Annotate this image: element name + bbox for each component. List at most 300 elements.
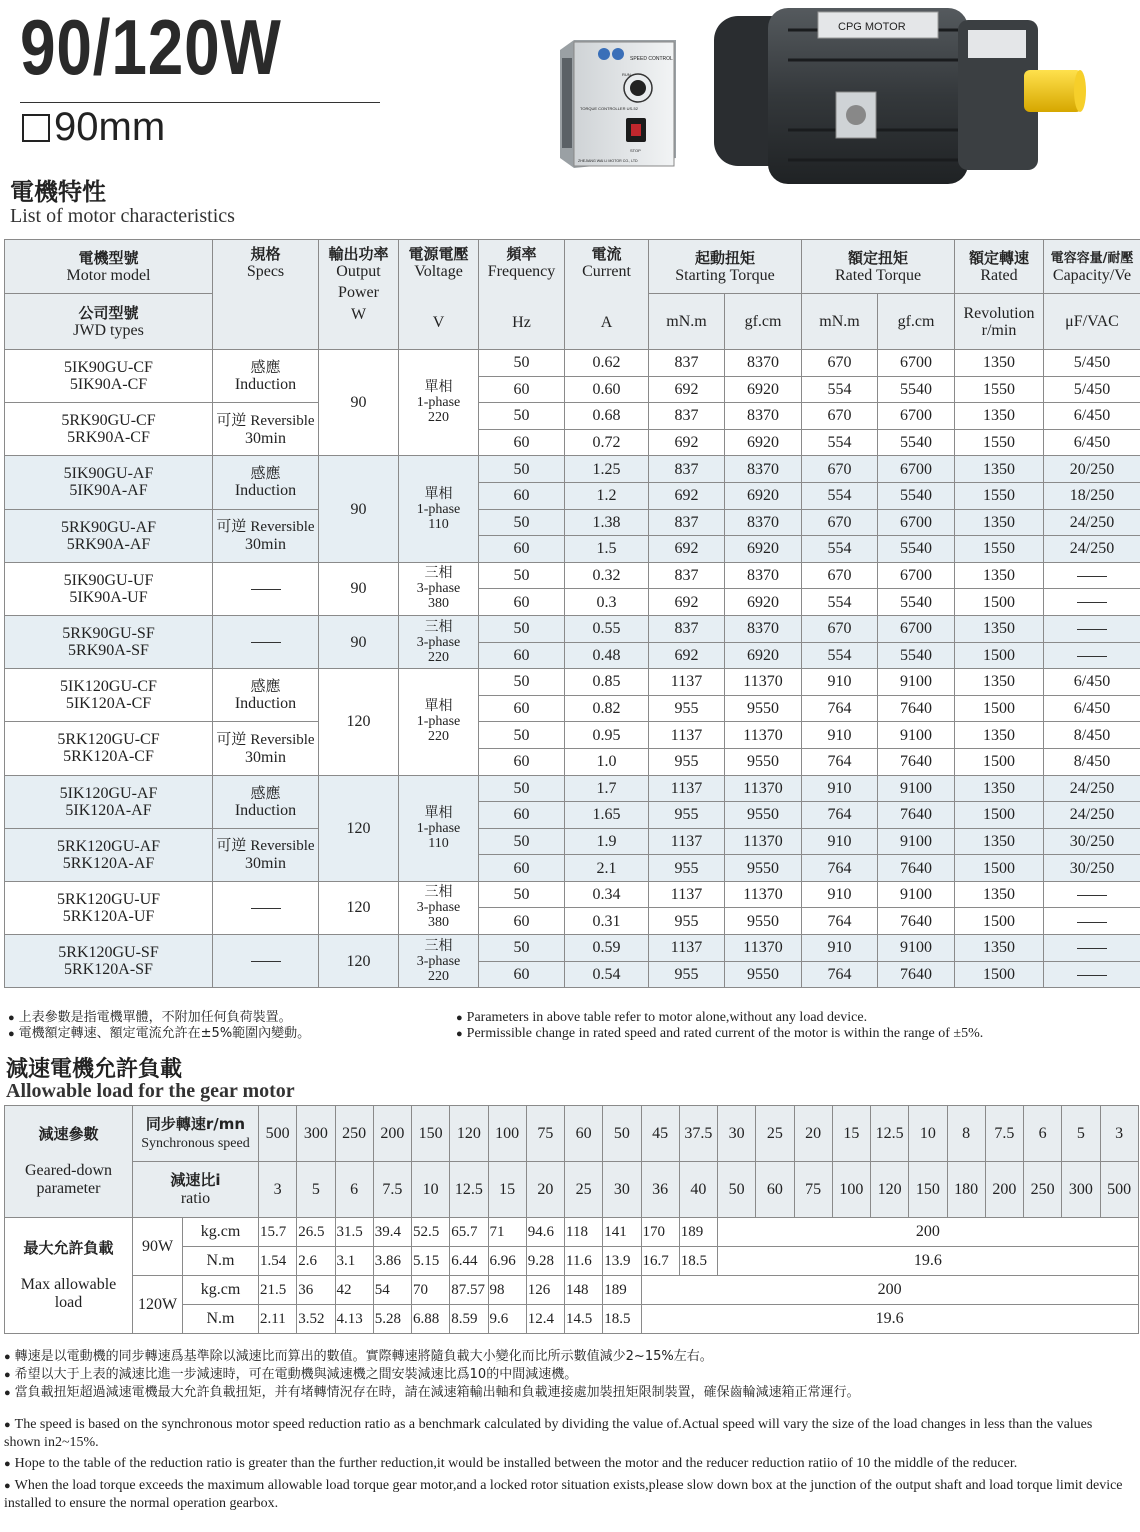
- capacity-cell: [1044, 615, 1140, 642]
- unit-nm: N.m: [183, 1305, 259, 1334]
- start-gfcm-cell: 6920: [725, 376, 802, 403]
- unit-kgcm: kg.cm: [183, 1218, 259, 1247]
- ratio-value: 15: [488, 1162, 526, 1218]
- model-cell: 5RK90GU-AF 5RK90A-AF: [5, 509, 213, 562]
- start-mnm-cell: 692: [649, 429, 725, 456]
- start-gfcm-cell: 9550: [725, 908, 802, 935]
- speed-value: 60: [565, 1106, 603, 1162]
- ratio-value: 30: [603, 1162, 641, 1218]
- current-cell: 1.65: [565, 802, 649, 829]
- load-value: 36: [297, 1276, 335, 1305]
- power-cell: 90: [319, 562, 399, 615]
- speed-cell: 1350: [955, 456, 1044, 483]
- voltage-cell: 三相 3-phase 220: [399, 615, 479, 668]
- start-gfcm-cell: 6920: [725, 589, 802, 616]
- capacity-cell: 24/250: [1044, 509, 1140, 536]
- power-cell: 120: [319, 935, 399, 988]
- section1-title-zh: 電機特性: [10, 178, 106, 206]
- start-mnm-cell: 1137: [649, 775, 725, 802]
- speed-value: 45: [641, 1106, 679, 1162]
- ratio-value: 36: [641, 1162, 679, 1218]
- speed-value: 12.5: [871, 1106, 909, 1162]
- power-cell: 90: [319, 615, 399, 668]
- speed-value: 30: [718, 1106, 756, 1162]
- start-mnm-cell: 837: [649, 403, 725, 430]
- start-gfcm-cell: 11370: [725, 935, 802, 962]
- header-capacity: 電容容量/耐壓 Capacity/Ve: [1044, 240, 1140, 294]
- load-row: [5, 1218, 1139, 1247]
- current-cell: 0.55: [565, 615, 649, 642]
- model-cell: 5RK120GU-UF 5RK120A-UF: [5, 881, 213, 934]
- controller-run-label: RUN: [622, 72, 631, 77]
- table-row: [5, 775, 1140, 802]
- freq-cell: 60: [479, 536, 565, 563]
- start-gfcm-cell: 9550: [725, 748, 802, 775]
- load-value: 12.4: [526, 1305, 564, 1334]
- speed-cell: 1350: [955, 881, 1044, 908]
- max-load-value: 19.6: [718, 1247, 1139, 1276]
- start-gfcm-cell: 6920: [725, 482, 802, 509]
- current-cell: 1.5: [565, 536, 649, 563]
- header-specs: 規格 Specs: [213, 240, 319, 350]
- header-start-mnm: mN.m: [649, 294, 725, 350]
- start-mnm-cell: 955: [649, 802, 725, 829]
- header-output: 輸出功率 Output Power W: [319, 240, 399, 350]
- header-rated-mnm: mN.m: [802, 294, 878, 350]
- rated-gfcm-cell: 6700: [878, 456, 955, 483]
- max-load-label: 最大允許負載 Max allowable load: [5, 1218, 133, 1334]
- load-value: 18.5: [679, 1247, 717, 1276]
- speed-cell: 1500: [955, 748, 1044, 775]
- rated-mnm-cell: 554: [802, 642, 878, 669]
- capacity-cell: [1044, 642, 1140, 669]
- table-row: [5, 350, 1140, 377]
- start-mnm-cell: 1137: [649, 935, 725, 962]
- specs-cell: [213, 562, 319, 615]
- power-cell: 90: [319, 350, 399, 456]
- specs-cell: [213, 881, 319, 934]
- load-value: 189: [603, 1276, 641, 1305]
- rated-gfcm-cell: 6700: [878, 509, 955, 536]
- notes-en: [456, 1010, 983, 1042]
- current-cell: 1.9: [565, 828, 649, 855]
- speed-controller-image: [560, 40, 676, 168]
- load-value: 5.28: [373, 1305, 411, 1334]
- motor-characteristics-table: [4, 239, 1140, 988]
- table-row: [5, 935, 1140, 962]
- unit-kgcm: kg.cm: [183, 1276, 259, 1305]
- rated-mnm-cell: 910: [802, 722, 878, 749]
- current-cell: 0.62: [565, 350, 649, 377]
- capacity-cell: 24/250: [1044, 536, 1140, 563]
- freq-cell: 60: [479, 748, 565, 775]
- max-load-value: 200: [641, 1276, 1138, 1305]
- current-cell: 0.34: [565, 881, 649, 908]
- capacity-cell: 6/450: [1044, 669, 1140, 696]
- load-value: 52.5: [412, 1218, 450, 1247]
- start-mnm-cell: 955: [649, 961, 725, 988]
- rated-gfcm-cell: 5540: [878, 376, 955, 403]
- allowable-load-table: [4, 1105, 1139, 1334]
- speed-cell: 1500: [955, 589, 1044, 616]
- notes-zh: [8, 1010, 310, 1042]
- load-value: 54: [373, 1276, 411, 1305]
- header-voltage: 電源電壓 Voltage V: [399, 240, 479, 350]
- speed-value: 200: [373, 1106, 411, 1162]
- speed-value: 100: [488, 1106, 526, 1162]
- rated-gfcm-cell: 5540: [878, 536, 955, 563]
- start-gfcm-cell: 8370: [725, 350, 802, 377]
- rated-mnm-cell: 554: [802, 429, 878, 456]
- load-power-cell: 120W: [133, 1276, 183, 1334]
- ratio-value: 3: [259, 1162, 297, 1218]
- freq-cell: 50: [479, 456, 565, 483]
- voltage-cell: 三相 3-phase 380: [399, 881, 479, 934]
- freq-cell: 50: [479, 562, 565, 589]
- speed-cell: 1350: [955, 722, 1044, 749]
- speed-cell: 1500: [955, 908, 1044, 935]
- rated-gfcm-cell: 7640: [878, 802, 955, 829]
- current-cell: 0.68: [565, 403, 649, 430]
- dash-mark: [1077, 948, 1107, 949]
- power-cell: 120: [319, 669, 399, 775]
- ratio-label: 減速比i ratio: [133, 1162, 259, 1218]
- note2-en-2: ● Hope to the table of the reduction ratio is greater than the further reduction,it would be installed between the motor and the reducer reduction ratiio of 10 the middle of the reducer.: [4, 1456, 1018, 1471]
- freq-cell: 50: [479, 722, 565, 749]
- start-gfcm-cell: 6920: [725, 536, 802, 563]
- ratio-value: 75: [794, 1162, 832, 1218]
- freq-cell: 60: [479, 961, 565, 988]
- controller-model-label: TORQUE CONTROLLER US-52: [580, 106, 638, 111]
- ratio-value: 10: [412, 1162, 450, 1218]
- freq-cell: 60: [479, 855, 565, 882]
- load-value: 94.6: [526, 1218, 564, 1247]
- rated-mnm-cell: 670: [802, 350, 878, 377]
- start-gfcm-cell: 9550: [725, 802, 802, 829]
- current-cell: 0.32: [565, 562, 649, 589]
- table-row: [5, 403, 1140, 430]
- start-mnm-cell: 692: [649, 589, 725, 616]
- capacity-cell: [1044, 961, 1140, 988]
- speed-value: 500: [259, 1106, 297, 1162]
- current-cell: 0.95: [565, 722, 649, 749]
- header-rated-gfcm: gf.cm: [878, 294, 955, 350]
- load-value: 189: [679, 1218, 717, 1247]
- capacity-cell: 8/450: [1044, 722, 1140, 749]
- start-mnm-cell: 692: [649, 482, 725, 509]
- freq-cell: 60: [479, 908, 565, 935]
- motor-label: CPG MOTOR: [838, 21, 906, 33]
- rated-gfcm-cell: 9100: [878, 935, 955, 962]
- load-value: 71: [488, 1218, 526, 1247]
- header-frequency: 頻率 Frequency Hz: [479, 240, 565, 350]
- rated-gfcm-cell: 6700: [878, 350, 955, 377]
- frame-size: [22, 104, 165, 150]
- start-mnm-cell: 837: [649, 350, 725, 377]
- power-cell: 120: [319, 881, 399, 934]
- square-icon: [22, 114, 50, 142]
- dash-mark: [251, 961, 281, 962]
- freq-cell: 50: [479, 403, 565, 430]
- start-gfcm-cell: 8370: [725, 456, 802, 483]
- specs-cell: 感應 Induction: [213, 669, 319, 722]
- speed-value: 37.5: [679, 1106, 717, 1162]
- ratio-value: 5: [297, 1162, 335, 1218]
- rated-gfcm-cell: 5540: [878, 589, 955, 616]
- header-current: 電流 Current A: [565, 240, 649, 350]
- speed-value: 15: [832, 1106, 870, 1162]
- ratio-value: 6: [335, 1162, 373, 1218]
- rated-gfcm-cell: 6700: [878, 403, 955, 430]
- load-value: 15.7: [259, 1218, 297, 1247]
- header-cap-unit: μF/VAC: [1044, 294, 1140, 350]
- header-jwd: 公司型號 JWD types: [5, 294, 213, 350]
- capacity-cell: [1044, 562, 1140, 589]
- rated-gfcm-cell: 9100: [878, 775, 955, 802]
- speed-cell: 1500: [955, 642, 1044, 669]
- capacity-cell: 8/450: [1044, 748, 1140, 775]
- ratio-value: 100: [832, 1162, 870, 1218]
- speed-cell: 1350: [955, 562, 1044, 589]
- rated-mnm-cell: 910: [802, 775, 878, 802]
- load-value: 42: [335, 1276, 373, 1305]
- rated-mnm-cell: 670: [802, 615, 878, 642]
- speed-value: 20: [794, 1106, 832, 1162]
- start-gfcm-cell: 9550: [725, 961, 802, 988]
- current-cell: 0.48: [565, 642, 649, 669]
- speed-cell: 1550: [955, 482, 1044, 509]
- rated-mnm-cell: 554: [802, 376, 878, 403]
- model-cell: 5IK90GU-UF 5IK90A-UF: [5, 562, 213, 615]
- capacity-cell: 24/250: [1044, 802, 1140, 829]
- controller-speed-label: SPEED CONTROL: [630, 56, 673, 62]
- model-cell: 5IK90GU-CF 5IK90A-CF: [5, 350, 213, 403]
- capacity-cell: 30/250: [1044, 855, 1140, 882]
- rated-mnm-cell: 554: [802, 536, 878, 563]
- rated-mnm-cell: 764: [802, 908, 878, 935]
- speed-value: 150: [412, 1106, 450, 1162]
- start-mnm-cell: 955: [649, 748, 725, 775]
- rated-mnm-cell: 554: [802, 589, 878, 616]
- section2-title-en: Allowable load for the gear motor: [6, 1080, 295, 1102]
- load-value: 21.5: [259, 1276, 297, 1305]
- ratio-value: 300: [1062, 1162, 1100, 1218]
- current-cell: 0.54: [565, 961, 649, 988]
- rated-mnm-cell: 764: [802, 695, 878, 722]
- model-cell: 5IK120GU-CF 5IK120A-CF: [5, 669, 213, 722]
- start-gfcm-cell: 9550: [725, 855, 802, 882]
- note2-en-1: ● The speed is based on the synchronous motor speed reduction ratio as a benchmark calculated by dividing the value of.Actual speed will vary the size of the load changes in less than the values shown in2~15%.: [4, 1417, 1093, 1450]
- note2-zh-1: ● 轉速是以電動機的同步轉速爲基準除以減速比而算出的數值。實際轉速將隨負載大小變化而比所示數值減少2~15%左右。: [4, 1349, 713, 1364]
- current-cell: 1.7: [565, 775, 649, 802]
- load-value: 13.9: [603, 1247, 641, 1276]
- rated-gfcm-cell: 9100: [878, 669, 955, 696]
- note-en-1: ● Parameters in above table refer to motor alone,without any load device.: [456, 1010, 868, 1025]
- current-cell: 1.25: [565, 456, 649, 483]
- note2-zh-3: ● 當負載扭矩超過減速電機最大允許負載扭矩，并有堵轉情況存在時，請在減速箱輸出軸和負載連接處加裝扭矩限制裝置，確保齒輪減速箱正常運行。: [4, 1385, 860, 1400]
- model-cell: 5RK90GU-CF 5RK90A-CF: [5, 403, 213, 456]
- ratio-value: 12.5: [450, 1162, 488, 1218]
- freq-cell: 50: [479, 615, 565, 642]
- page-title: 90/120W: [20, 3, 282, 91]
- capacity-cell: [1044, 935, 1140, 962]
- ratio-value: 180: [947, 1162, 985, 1218]
- rated-gfcm-cell: 6700: [878, 615, 955, 642]
- rated-gfcm-cell: 7640: [878, 748, 955, 775]
- rated-gfcm-cell: 7640: [878, 908, 955, 935]
- table-row: [5, 456, 1140, 483]
- speed-cell: 1500: [955, 961, 1044, 988]
- start-gfcm-cell: 8370: [725, 562, 802, 589]
- table-row: [5, 615, 1140, 642]
- header-rated-speed: 額定轉速 Rated: [955, 240, 1044, 294]
- ratio-value: 25: [565, 1162, 603, 1218]
- speed-cell: 1550: [955, 429, 1044, 456]
- capacity-cell: 5/450: [1044, 350, 1140, 377]
- dash-mark: [1077, 975, 1107, 976]
- freq-cell: 60: [479, 802, 565, 829]
- voltage-cell: 單相 1-phase 220: [399, 669, 479, 775]
- capacity-cell: 6/450: [1044, 695, 1140, 722]
- current-cell: 0.82: [565, 695, 649, 722]
- table-row: [5, 669, 1140, 696]
- notes2-en: [4, 1416, 1124, 1512]
- controller-maker-label: ZHEJIANG WAI LI MOTOR CO., LTD: [578, 159, 638, 163]
- controller-stop-label: STOP: [630, 148, 641, 153]
- speed-value: 7.5: [985, 1106, 1023, 1162]
- freq-cell: 60: [479, 695, 565, 722]
- specs-cell: 可逆 Reversible 30min: [213, 828, 319, 881]
- dash-mark: [1077, 922, 1107, 923]
- rated-mnm-cell: 764: [802, 802, 878, 829]
- rated-mnm-cell: 764: [802, 961, 878, 988]
- voltage-cell: 三相 3-phase 380: [399, 562, 479, 615]
- capacity-cell: 20/250: [1044, 456, 1140, 483]
- speed-value: 300: [297, 1106, 335, 1162]
- load-value: 141: [603, 1218, 641, 1247]
- unit-nm: N.m: [183, 1247, 259, 1276]
- load-value: 9.28: [526, 1247, 564, 1276]
- voltage-cell: 三相 3-phase 220: [399, 935, 479, 988]
- table-row: [5, 722, 1140, 749]
- load-value: 2.11: [259, 1305, 297, 1334]
- freq-cell: 60: [479, 429, 565, 456]
- speed-cell: 1350: [955, 509, 1044, 536]
- start-mnm-cell: 837: [649, 562, 725, 589]
- load-value: 6.96: [488, 1247, 526, 1276]
- table-row: [5, 881, 1140, 908]
- speed-cell: 1550: [955, 536, 1044, 563]
- dash-mark: [251, 642, 281, 643]
- freq-cell: 50: [479, 775, 565, 802]
- start-gfcm-cell: 11370: [725, 775, 802, 802]
- rated-mnm-cell: 670: [802, 456, 878, 483]
- section2-title-zh: 減速電機允許負載: [6, 1057, 183, 1082]
- start-gfcm-cell: 8370: [725, 509, 802, 536]
- rated-gfcm-cell: 7640: [878, 855, 955, 882]
- specs-cell: 可逆 Reversible 30min: [213, 509, 319, 562]
- load-value: 3.52: [297, 1305, 335, 1334]
- current-cell: 0.60: [565, 376, 649, 403]
- note-zh-1: ● 上表參數是指電機單體，不附加任何負荷裝置。: [8, 1010, 292, 1025]
- load-value: 39.4: [373, 1218, 411, 1247]
- start-mnm-cell: 1137: [649, 881, 725, 908]
- start-gfcm-cell: 11370: [725, 722, 802, 749]
- speed-value: 25: [756, 1106, 794, 1162]
- dash-mark: [1077, 629, 1107, 630]
- header-start-gfcm: gf.cm: [725, 294, 802, 350]
- rated-gfcm-cell: 9100: [878, 881, 955, 908]
- load-value: 16.7: [641, 1247, 679, 1276]
- current-cell: 2.1: [565, 855, 649, 882]
- rated-mnm-cell: 764: [802, 855, 878, 882]
- speed-value: 50: [603, 1106, 641, 1162]
- voltage-cell: 單相 1-phase 110: [399, 456, 479, 562]
- load-value: 98: [488, 1276, 526, 1305]
- specs-cell: 可逆 Reversible 30min: [213, 722, 319, 775]
- max-load-value: 200: [718, 1218, 1139, 1247]
- load-value: 65.7: [450, 1218, 488, 1247]
- rated-gfcm-cell: 7640: [878, 961, 955, 988]
- load-power-cell: 90W: [133, 1218, 183, 1276]
- notes2-zh: [4, 1348, 1124, 1402]
- start-mnm-cell: 837: [649, 509, 725, 536]
- freq-cell: 60: [479, 589, 565, 616]
- load-value: 70: [412, 1276, 450, 1305]
- rated-mnm-cell: 910: [802, 669, 878, 696]
- speed-cell: 1350: [955, 935, 1044, 962]
- note-en-2: ● Permissible change in rated speed and rated current of the motor is within the range of ±5%.: [456, 1026, 984, 1041]
- load-value: 26.5: [297, 1218, 335, 1247]
- ratio-value: 250: [1024, 1162, 1062, 1218]
- current-cell: 1.38: [565, 509, 649, 536]
- current-cell: 0.85: [565, 669, 649, 696]
- gear-motor-image: [708, 0, 1088, 200]
- specs-cell: 感應 Induction: [213, 775, 319, 828]
- freq-cell: 50: [479, 669, 565, 696]
- dash-mark: [1077, 602, 1107, 603]
- model-cell: 5IK120GU-AF 5IK120A-AF: [5, 775, 213, 828]
- ratio-value: 7.5: [373, 1162, 411, 1218]
- ratio-value: 60: [756, 1162, 794, 1218]
- start-gfcm-cell: 11370: [725, 669, 802, 696]
- load-value: 14.5: [565, 1305, 603, 1334]
- ratio-value: 200: [985, 1162, 1023, 1218]
- speed-cell: 1350: [955, 669, 1044, 696]
- start-mnm-cell: 955: [649, 855, 725, 882]
- rated-mnm-cell: 764: [802, 748, 878, 775]
- speed-cell: 1500: [955, 695, 1044, 722]
- load-value: 6.44: [450, 1247, 488, 1276]
- capacity-cell: [1044, 881, 1140, 908]
- voltage-cell: 單相 1-phase 220: [399, 350, 479, 456]
- current-cell: 0.31: [565, 908, 649, 935]
- speed-cell: 1350: [955, 828, 1044, 855]
- load-value: 8.59: [450, 1305, 488, 1334]
- speed-value: 75: [526, 1106, 564, 1162]
- dash-mark: [251, 908, 281, 909]
- frame-size-value: 90mm: [54, 105, 166, 149]
- speed-cell: 1500: [955, 802, 1044, 829]
- start-mnm-cell: 692: [649, 642, 725, 669]
- start-mnm-cell: 955: [649, 908, 725, 935]
- speed-cell: 1550: [955, 376, 1044, 403]
- load-value: 3.86: [373, 1247, 411, 1276]
- power-cell: 120: [319, 775, 399, 881]
- model-cell: 5RK90GU-SF 5RK90A-SF: [5, 615, 213, 668]
- rated-mnm-cell: 910: [802, 828, 878, 855]
- speed-value: 8: [947, 1106, 985, 1162]
